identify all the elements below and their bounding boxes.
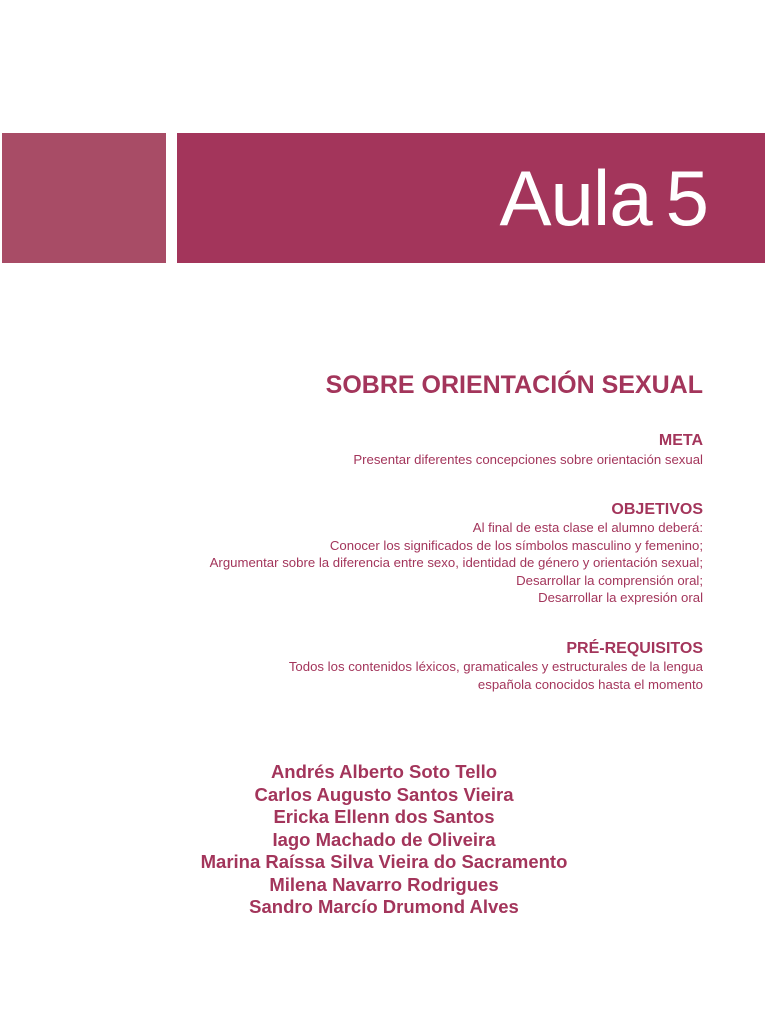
lesson-number: 5 xyxy=(665,154,708,242)
prerequisitos-line: Todos los contenidos léxicos, gramaticales y estructurales de la lengua xyxy=(288,659,703,674)
lesson-title xyxy=(499,150,708,246)
objetivos-text xyxy=(60,519,703,607)
objetivos-line: Conocer los significados de los símbolos masculino y femenino; xyxy=(329,537,703,553)
author-list xyxy=(0,761,768,919)
author-name: Sandro Marcío Drumond Alves xyxy=(249,896,519,917)
author-name: Milena Navarro Rodrigues xyxy=(269,873,499,895)
prerequisitos-text xyxy=(60,658,703,693)
meta-heading: META xyxy=(658,432,703,449)
prerequisitos-line: española conocidos hasta el momento xyxy=(477,676,703,692)
author-name: Iago Machado de Oliveira xyxy=(272,828,496,850)
lesson-word: Aula xyxy=(499,154,652,242)
author-name: Ericka Ellenn dos Santos xyxy=(273,806,495,827)
objetivos-heading: OBJETIVOS xyxy=(611,501,703,518)
meta-line: Presentar diferentes concepciones sobre orientación sexual xyxy=(353,452,703,467)
author-name: Marina Raíssa Silva Vieira do Sacramento xyxy=(200,851,568,872)
objetivos-line: Desarrollar la comprensión oral; xyxy=(516,572,703,588)
header-band-left xyxy=(2,133,166,263)
objetivos-line: Desarrollar la expresión oral xyxy=(538,590,703,606)
objetivos-line: Al final de esta clase el alumno deberá: xyxy=(472,520,703,535)
meta-text xyxy=(60,451,703,469)
author-name: Carlos Augusto Santos Vieira xyxy=(254,783,514,805)
prerequisitos-heading: PRÉ-REQUISITOS xyxy=(566,640,703,657)
chapter-title: SOBRE ORIENTACIÓN SEXUAL xyxy=(325,371,703,399)
author-name: Andrés Alberto Soto Tello xyxy=(270,761,498,782)
objetivos-line: Argumentar sobre la diferencia entre sexo, identidad de género y orientación sexual; xyxy=(209,555,703,571)
